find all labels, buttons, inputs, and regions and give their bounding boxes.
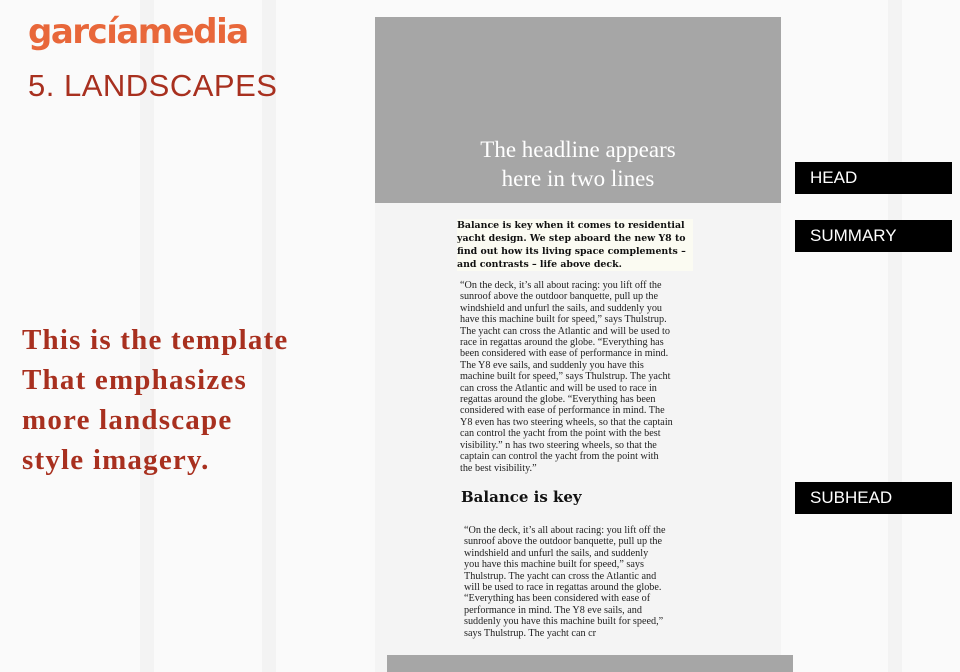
body-line: captain can control the yacht from the point with — [460, 451, 659, 463]
body-line: been considered with ease of performance in mind. — [460, 348, 669, 360]
body-line: race in regattas around the globe. “Everything has — [460, 337, 664, 349]
body-line: can control the yacht from the point with the best — [460, 428, 661, 440]
subhead-label: SUBHEAD — [795, 482, 952, 514]
landscape-image-placeholder — [375, 17, 781, 203]
body-line: Y8 even has two steering wheels, so that the captain — [460, 416, 673, 428]
body-line: will be used to race in regattas around the globe. — [464, 582, 662, 594]
body-line: regattas around the globe. “Everything has been — [460, 394, 656, 406]
body-line: windshield and unfurl the sails, and suddenly — [464, 547, 649, 559]
column-guide — [888, 0, 902, 672]
body-line: you have this machine built for speed,” says — [464, 559, 644, 571]
headline-line: here in two lines — [501, 166, 655, 191]
body-line: “Everything has been considered with ease of — [464, 593, 651, 605]
body-line: the best visibility.” — [460, 462, 537, 474]
head-label: HEAD — [795, 162, 952, 194]
description-line: more landscape — [22, 404, 233, 436]
headline-line: The headline appears — [480, 137, 676, 162]
body-line: performance in mind. The Y8 eve sails, and — [464, 604, 642, 616]
body-line: have this machine built for speed,” says Thulstrup. — [460, 314, 667, 326]
body-line: visibility.” n has two steering wheels, so that the — [460, 439, 657, 451]
body-line: “On the deck, it’s all about racing: you lift off the — [460, 280, 662, 291]
body-line: suddenly you have this machine built for speed,” — [464, 616, 664, 628]
body-line: sunroof above the outdoor banquette, pull up the — [460, 291, 659, 303]
body-line: The yacht can cross the Atlantic and will be used to — [460, 325, 670, 337]
body-text-1 — [460, 280, 700, 474]
description-line: style imagery. — [22, 444, 210, 476]
subhead: Balance is key — [461, 488, 582, 506]
description-line: That emphasizes — [22, 364, 248, 396]
body-line: can cross the Atlantic and will be used to race in — [460, 382, 657, 394]
body-line: “On the deck, it’s all about racing: you lift off the — [464, 525, 666, 536]
body-text-2 — [464, 525, 700, 639]
template-description — [22, 320, 342, 480]
summary-label: SUMMARY — [795, 220, 952, 252]
body-line: machine built for speed,” says Thulstrup. The yacht — [460, 371, 671, 383]
headline — [375, 135, 781, 193]
garciamedia-logo: garcíamedia — [28, 12, 248, 52]
section-title: 5. LANDSCAPES — [28, 68, 278, 103]
body-line: says Thulstrup. The yacht can cr — [464, 627, 597, 639]
body-line: considered with ease of performance in mind. The — [460, 405, 665, 417]
body-line: The Y8 eve sails, and suddenly you have this — [460, 359, 644, 371]
bottom-image-placeholder — [387, 655, 793, 672]
description-line: This is the template — [22, 324, 289, 356]
body-line: windshield and unfurl the sails, and suddenly you — [460, 302, 663, 314]
summary-text: Balance is key when it comes to residential yacht design. We step aboard the new Y8 to find out how its living space complements – and contrasts – life above deck. — [457, 219, 693, 271]
body-line: Thulstrup. The yacht can cross the Atlantic and — [464, 570, 657, 582]
body-line: sunroof above the outdoor banquette, pull up the — [464, 536, 663, 548]
